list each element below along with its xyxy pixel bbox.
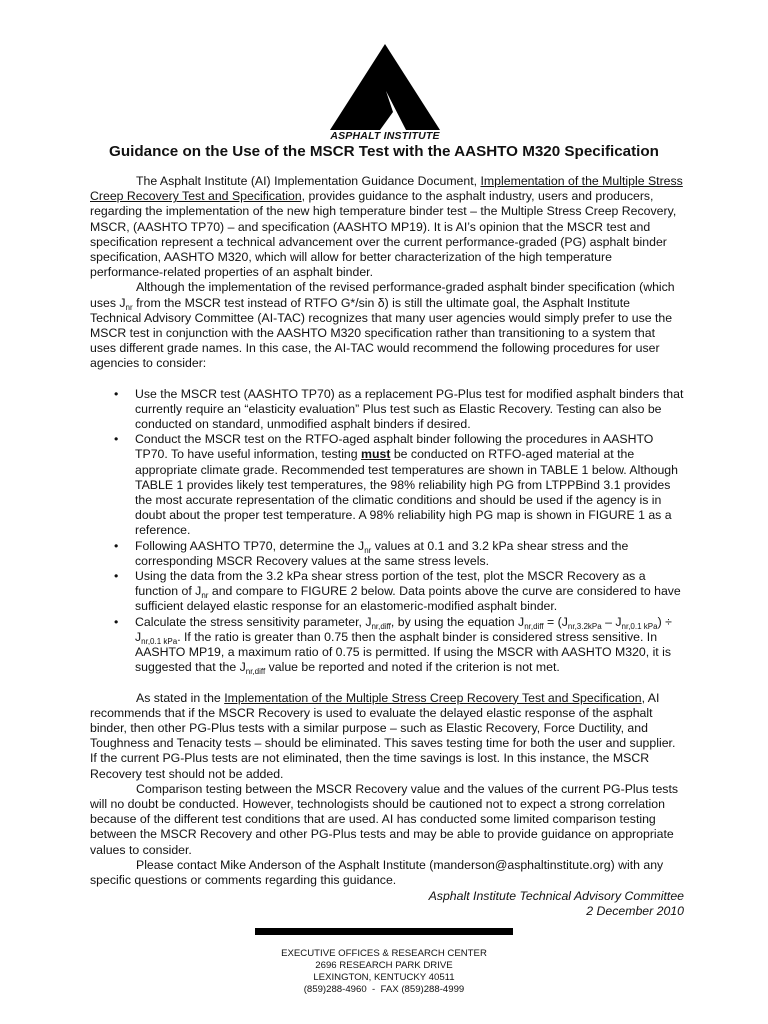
document-body bbox=[90, 174, 684, 920]
footer-line: 2696 RESEARCH PARK DRIVE bbox=[315, 960, 453, 971]
signature-organization: Asphalt Institute Technical Advisory Committee bbox=[428, 889, 684, 904]
procedure-list bbox=[90, 387, 684, 676]
list-item: • Use the MSCR test (AASHTO TP70) as a replacement PG-Plus test for modified asphalt binders that currently require an “elasticity evaluation” Plus test such as Elastic Recovery. Testing can also be conducted on standard, unmodified asphalt binders if desired. bbox=[114, 386, 684, 432]
bullet-icon: • bbox=[114, 432, 119, 447]
closing-paragraph-1: As stated in the Implementation of the Multiple Stress Creep Recovery Test and Specification, AI recommends that if the MSCR Recovery is used to evaluate the delayed elastic response of the asphalt binder, then other PG-Plus tests with a similar purpose – such as Elastic Recovery, Force Ductility, and Toughness and Tenacity tests – should be eliminated. This saves testing time for both the user and supplier. If the current PG-Plus tests are not eliminated, then the time savings is lost. In this instance, the MSCR Recovery test should not be added. bbox=[90, 690, 676, 781]
list-item: • Conduct the MSCR test on the RTFO-aged asphalt binder following the procedures in AASHTO TP70. To have useful information, testing must be conducted on RTFO-aged material at the appropriate climate grade. Recommended test temperatures are shown in TABLE 1 below. Although TABLE 1 provides likely test temperatures, the 98% reliability high PG from LTPPBind 3.1 provides the most accurate representation of the climatic conditions and should be used if the agency is in doubt about the proper test temperature. A 98% reliability high PG map is shown in FIGURE 1 as a reference. bbox=[114, 432, 678, 538]
guidance-document-link-2: Implementation of the Multiple Stress Creep Recovery Test and Specification bbox=[224, 690, 642, 705]
footer-address bbox=[0, 948, 768, 996]
intro-paragraph-2: Although the implementation of the revised performance-graded asphalt binder specification (which uses $J_{nr}$ from the MSCR test instead of RTFO G*/sin δ) is still the ultimate goal, the Asphalt Institute Technical Advisory Committee (AI-TAC) recognizes that many user agencies would simply prefer to use the MSCR test in conjunction with the AASHTO M320 specification rather than transitioning to a system that uses different grade names. In this case, the AI-TAC would recommend the following procedures for user agencies to consider: bbox=[90, 280, 675, 371]
logo-text: ASPHALT INSTITUTE bbox=[330, 130, 440, 142]
guidance-document-link: Implementation of the Multiple Stress Creep Recovery Test and Specification bbox=[90, 174, 683, 204]
triangle-logo-icon bbox=[330, 44, 440, 132]
page-title: Guidance on the Use of the MSCR Test with the AASHTO M320 Specification bbox=[109, 143, 659, 160]
intro-paragraph-1: The Asphalt Institute (AI) Implementation Guidance Document, Implementation of the Multiple Stress Creep Recovery Test and Specification, provides guidance to the asphalt industry, users and producers, regarding the implementation of the new high temperature binder test – the Multiple Stress Creep Recovery, MSCR, (AASHTO TP70) – and specification (AASHTO MP19). It is AI’s opinion that the MSCR test and specification represent a technical advancement over the current performance-graded (PG) asphalt binder specification, AASHTO M320, which will allow for better characterization of the high temperature performance-related properties of an asphalt binder. bbox=[90, 174, 683, 280]
footer-line: LEXINGTON, KENTUCKY 40511 bbox=[313, 972, 455, 983]
signature-date: 2 December 2010 bbox=[586, 904, 684, 919]
footer-line: (859)288-4960 - FAX (859)288-4999 bbox=[303, 984, 465, 995]
list-item: • Following AASHTO TP70, determine the $J_{nr}$ values at 0.1 and 3.2 kPa shear stress and the corresponding MSCR Recovery values at the same stress levels. bbox=[114, 538, 629, 568]
list-item: • Calculate the stress sensitivity parameter, $J_{nr,diff}$, by using the equation $J_{nr,diff} = (J_{nr,3.2kPa} - J_{nr,0.1 kPa}) \div J_{nr,0.1 kPa}$. If the ratio is greater than 0.75 then the asphalt binder is considered stress sensitive. In AASHTO MP19, a maximum ratio of 0.75 is permitted. If using the MSCR with AASHTO M320, it is suggested that the $J_{nr,diff}$ value be reported and noted if the criterion is not met. bbox=[114, 614, 672, 677]
closing-paragraph-3: Please contact Mike Anderson of the Asphalt Institute (manderson@asphaltinstitute.org) with any specific questions or comments regarding this guidance. bbox=[90, 857, 664, 887]
closing-paragraph-2: Comparison testing between the MSCR Recovery value and the values of the current PG-Plus tests will no doubt be conducted. However, technologists should be cautioned not to expect a strong correlation because of the different test conditions that are used. AI has conducted some limited comparison testing between the MSCR Recovery and other PG-Plus tests and may be able to provide guidance on appropriate values to consider. bbox=[90, 781, 679, 857]
footer-divider bbox=[255, 928, 513, 935]
footer-line: EXECUTIVE OFFICES & RESEARCH CENTER bbox=[281, 948, 487, 959]
list-item: • Using the data from the 3.2 kPa shear stress portion of the test, plot the MSCR Recovery as a function of $J_{nr}$ and compare to FIGURE 2 below. Data points above the curve are considered to have sufficient delayed elastic response for an elastomeric-modified asphalt binder. bbox=[114, 569, 681, 614]
bullet-icon: • bbox=[114, 569, 119, 584]
asphalt-institute-logo bbox=[330, 44, 440, 148]
emphasis-must: must bbox=[361, 447, 391, 462]
bullet-icon: • bbox=[114, 538, 119, 553]
bullet-icon: • bbox=[114, 386, 119, 401]
bullet-icon: • bbox=[114, 614, 119, 629]
